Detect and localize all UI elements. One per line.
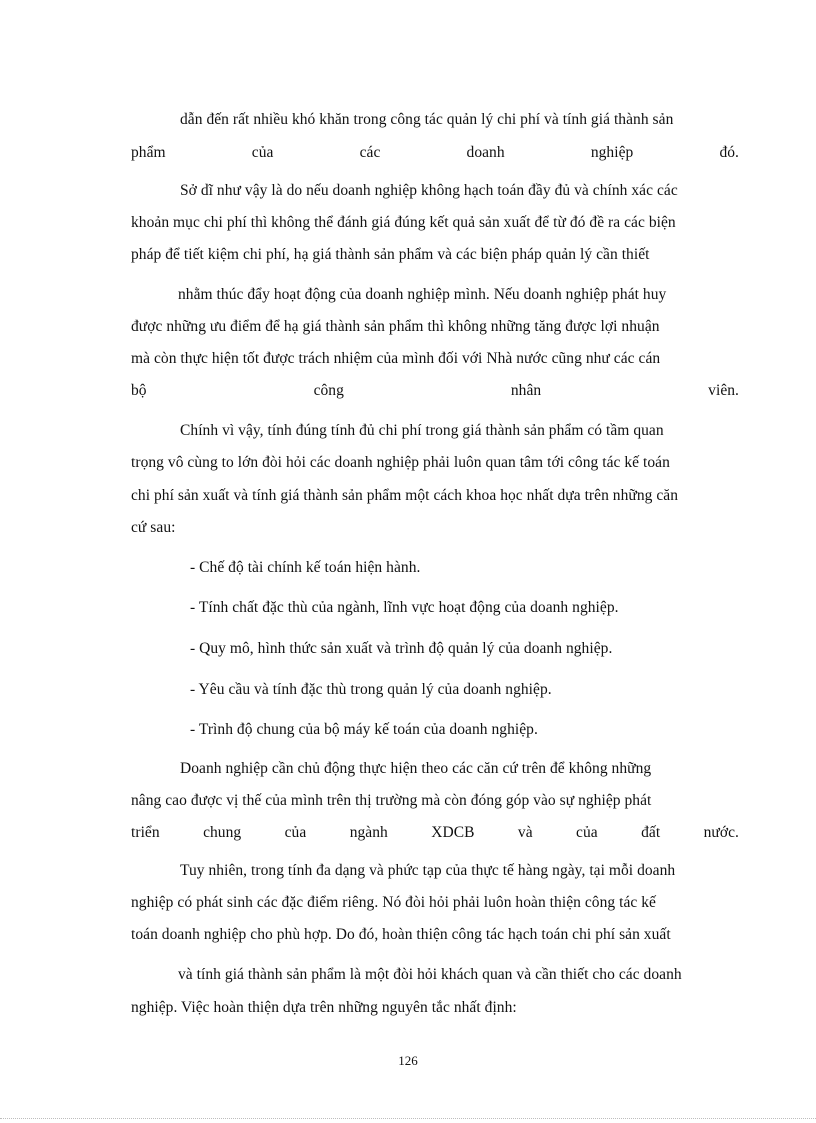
word: của <box>576 824 598 841</box>
text-line: toán doanh nghiệp cho phù hợp. Do đó, hoàn thiện công tác hạch toán chi phí sản xuất <box>131 926 671 943</box>
list-item: - Trình độ chung của bộ máy kế toán của doanh nghiệp. <box>190 721 538 738</box>
text-line: và tính giá thành sản phẩm là một đòi hỏi khách quan và cần thiết cho các doanh <box>178 966 682 983</box>
word: ngành <box>349 824 388 841</box>
text-line: trọng vô cùng to lớn đòi hỏi các doanh nghiệp phải luôn quan tâm tới công tác kế toán <box>131 454 670 471</box>
list-item: - Quy mô, hình thức sản xuất và trình độ quản lý của doanh nghiệp. <box>190 640 613 657</box>
text-line: nghiệp. Việc hoàn thiện dựa trên những nguyên tắc nhất định: <box>131 999 517 1016</box>
word: của <box>284 824 307 841</box>
text-line: pháp để tiết kiệm chi phí, hạ giá thành sản phẩm và các biện pháp quản lý cần thiết <box>131 246 650 263</box>
justified-line <box>131 143 739 163</box>
word: và <box>517 824 533 841</box>
list-item: - Chế độ tài chính kế toán hiện hành. <box>190 559 421 576</box>
word: nghiệp <box>590 144 634 161</box>
list-item: - Tính chất đặc thù của ngành, lĩnh vực hoạt động của doanh nghiệp. <box>190 599 619 616</box>
text-line: dẫn đến rất nhiều khó khăn trong công tác quản lý chi phí và tính giá thành sản <box>180 111 674 128</box>
justified-line <box>131 381 739 401</box>
text-line: Sở dĩ như vậy là do nếu doanh nghiệp không hạch toán đầy đủ và chính xác các <box>180 182 678 199</box>
word: triển <box>131 824 160 841</box>
text-line: Doanh nghiệp cần chủ động thực hiện theo các căn cứ trên để không những <box>180 760 652 777</box>
text-line: nhằm thúc đẩy hoạt động của doanh nghiệp mình. Nếu doanh nghiệp phát huy <box>178 286 667 303</box>
text-line: Tuy nhiên, trong tính đa dạng và phức tạp của thực tế hàng ngày, tại mỗi doanh <box>180 862 676 879</box>
word: viên. <box>708 382 739 399</box>
word: bộ <box>131 382 147 399</box>
word: nhân <box>510 382 542 399</box>
page-bottom-divider <box>0 1118 816 1119</box>
word: các <box>359 144 381 161</box>
text-line: nâng cao được vị thế của mình trên thị trường mà còn đóng góp vào sự nghiệp phát <box>131 792 652 809</box>
word: doanh <box>466 144 505 161</box>
word: đất <box>641 824 661 841</box>
word: XDCB <box>431 824 475 841</box>
word: nước. <box>703 824 739 841</box>
list-item: - Yêu cầu và tính đặc thù trong quản lý của doanh nghiệp. <box>190 681 552 698</box>
text-line: khoản mục chi phí thì không thể đánh giá đúng kết quả sản xuất để từ đó đề ra các biện <box>131 214 676 231</box>
word: phẩm <box>131 144 166 161</box>
justified-line <box>131 823 739 843</box>
text-line: mà còn thực hiện tốt được trách nhiệm của mình đối với Nhà nước cũng như các cán <box>131 350 661 367</box>
page-number: 126 <box>398 1053 418 1068</box>
text-line: Chính vì vậy, tính đúng tính đủ chi phí trong giá thành sản phẩm có tầm quan <box>180 422 664 439</box>
text-line: cứ sau: <box>131 519 176 536</box>
word: chung <box>203 824 242 841</box>
text-line: chi phí sản xuất và tính giá thành sản phẩm một cách khoa học nhất dựa trên những căn <box>131 487 679 504</box>
word: của <box>251 144 274 161</box>
text-line: được những ưu điểm để hạ giá thành sản phẩm thì không những tăng được lợi nhuận <box>131 318 660 335</box>
text-line: nghiệp có phát sinh các đặc điểm riêng. Nó đòi hỏi phải luôn hoàn thiện công tác kế <box>131 894 656 911</box>
word: đó. <box>719 144 739 161</box>
word: công <box>313 382 344 399</box>
